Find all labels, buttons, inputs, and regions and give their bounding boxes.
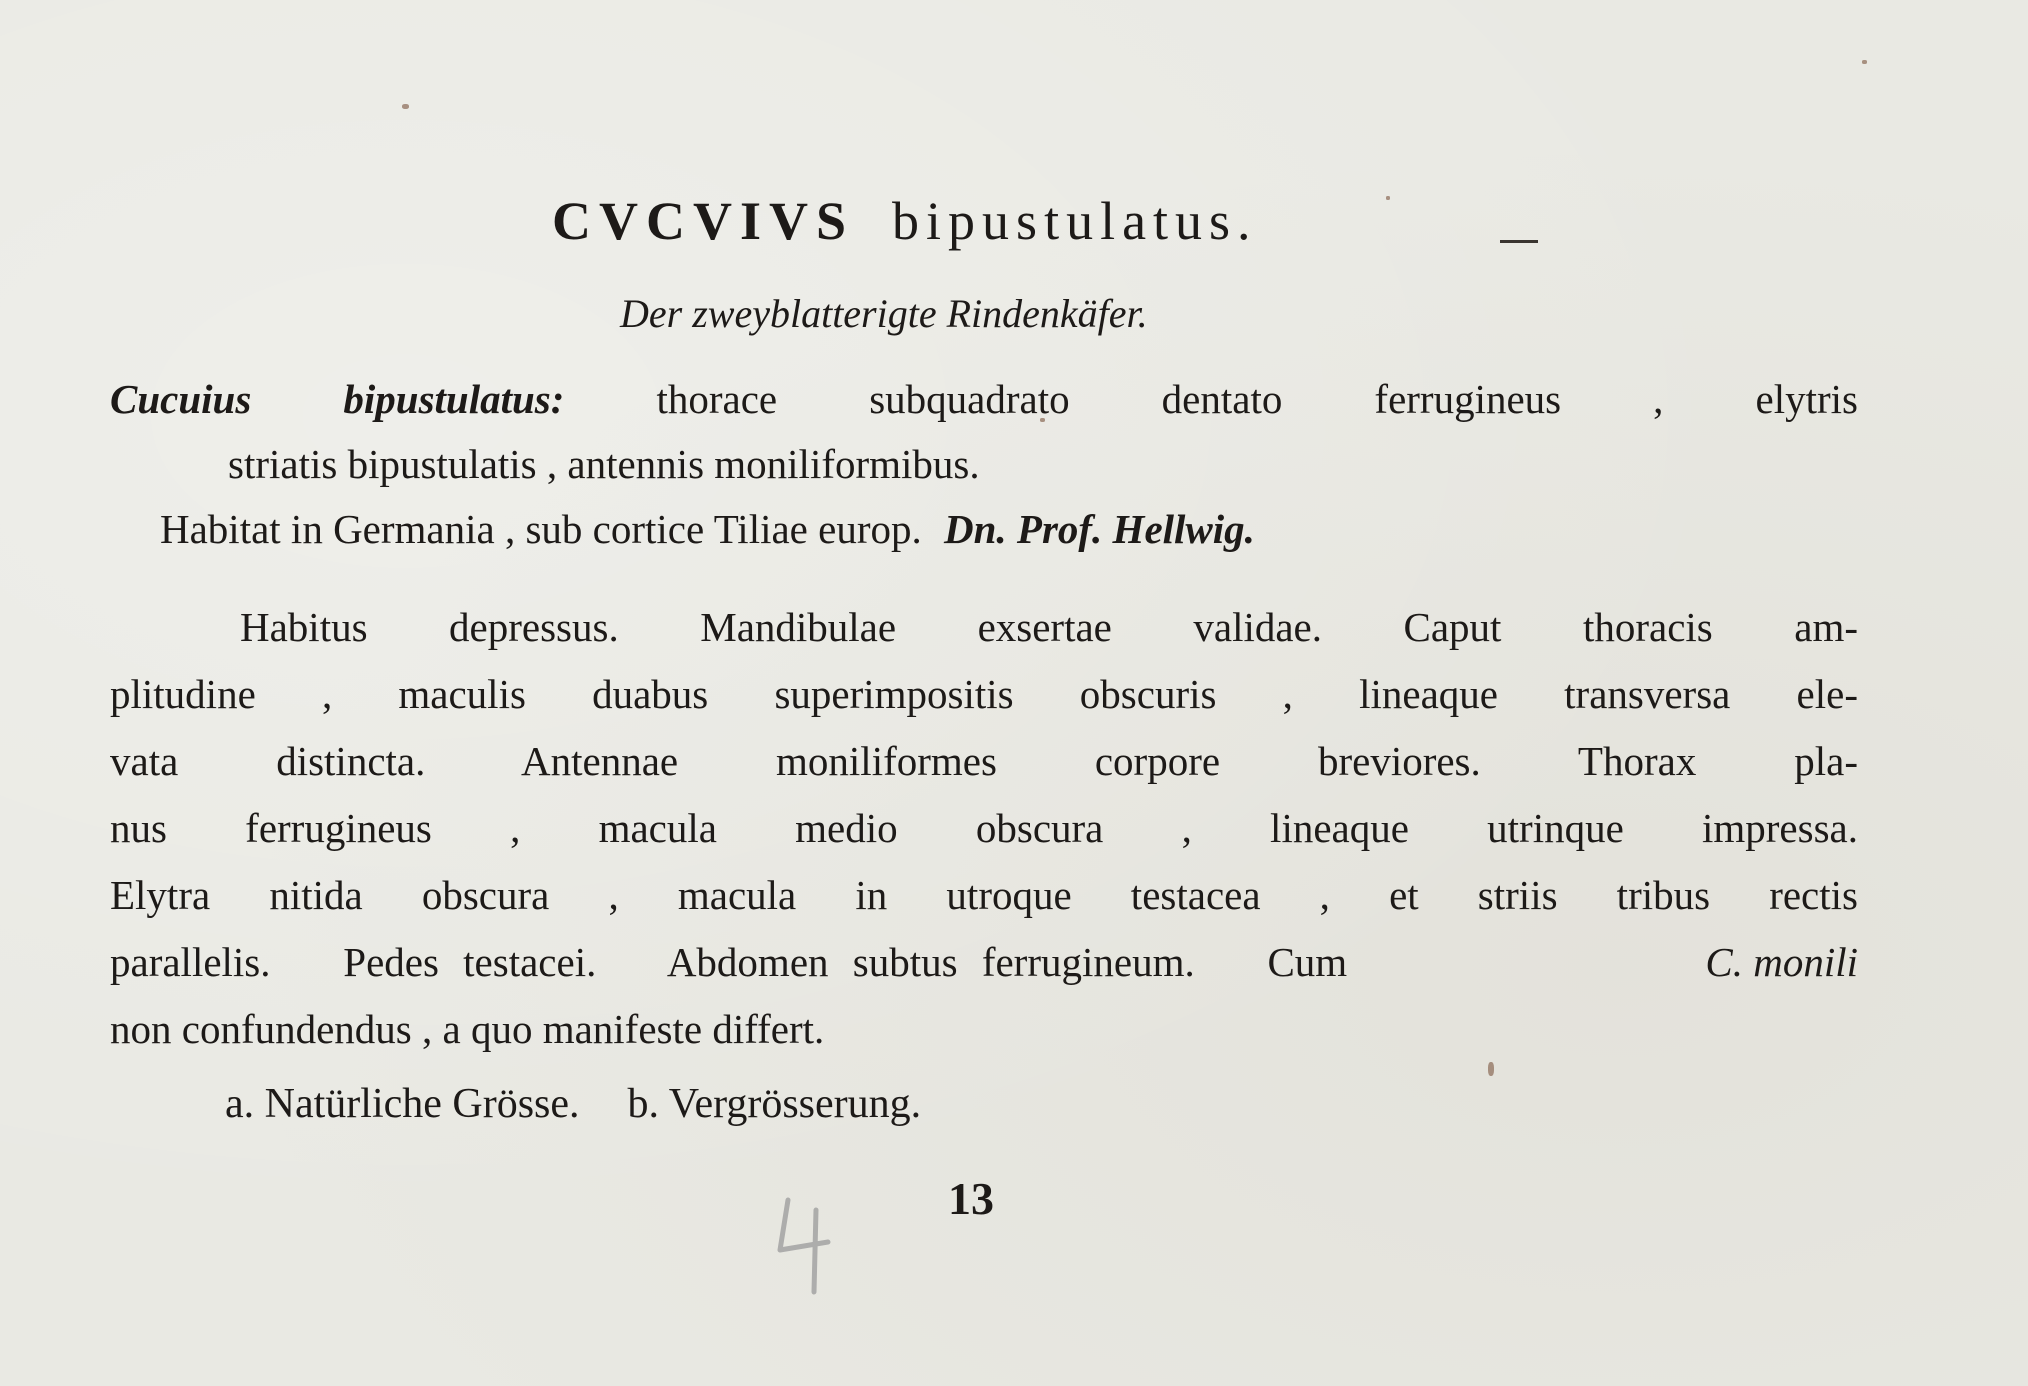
paper-speck — [1488, 1062, 1494, 1076]
diagnosis-text: thorace subquadrato dentato ferrugineus , elytris — [656, 376, 1858, 422]
description-line-6 — [110, 938, 1858, 986]
description-italic-ref: C. monili — [1705, 939, 1858, 985]
paper-speck — [402, 104, 409, 109]
species-name: bipustulatus. — [892, 191, 1258, 251]
figure-caption — [225, 1080, 921, 1128]
title-dash — [1500, 240, 1538, 243]
pencil-annotation — [770, 1180, 850, 1300]
genus-name: CVCVIVS — [552, 191, 855, 251]
diagnosis-line-2: striatis bipustulatis , antennis moniliformibus. — [228, 441, 980, 487]
description-line-5: Elytra nitida obscura , macula in utroque testacea , et striis tribus rectis — [110, 872, 1858, 918]
paper-speck — [1862, 60, 1867, 64]
caption-magnification: b. Vergrösserung. — [627, 1081, 922, 1127]
description-line-6-text: parallelis. Pedes testacei. Abdomen subtus ferrugineum. Cum — [110, 939, 1348, 985]
habitat-line — [160, 505, 1255, 553]
german-subtitle: Der zweyblatterigte Rindenkäfer. — [620, 291, 1148, 336]
habitat-author: Dn. Prof. Hellwig. — [943, 506, 1255, 552]
description-line-3: vata distincta. Antennae moniliformes corpore breviores. Thorax pla- — [110, 738, 1858, 784]
species-title — [552, 190, 1258, 252]
description-line-1: Habitus depressus. Mandibulae exsertae validae. Caput thoracis am- — [240, 604, 1858, 650]
caption-natural-size: a. Natürliche Grösse. — [225, 1081, 580, 1127]
diagnosis-species-name: Cucuius bipustulatus: — [110, 376, 565, 422]
description-last-line: non confundendus , a quo manifeste differt. — [110, 1006, 825, 1052]
habitat-text: Habitat in Germania , sub cortice Tiliae europ. — [160, 506, 922, 552]
description-line-4: nus ferrugineus , macula medio obscura , lineaque utrinque impressa. — [110, 805, 1858, 851]
description-line-2: plitudine , maculis duabus superimpositis obscuris , lineaque transversa ele- — [110, 671, 1858, 717]
diagnosis-line-1 — [110, 375, 1858, 423]
pencil-note-text: 4 — [770, 1180, 771, 1181]
page-number: 13 — [948, 1173, 994, 1224]
paper-speck — [1386, 196, 1390, 200]
